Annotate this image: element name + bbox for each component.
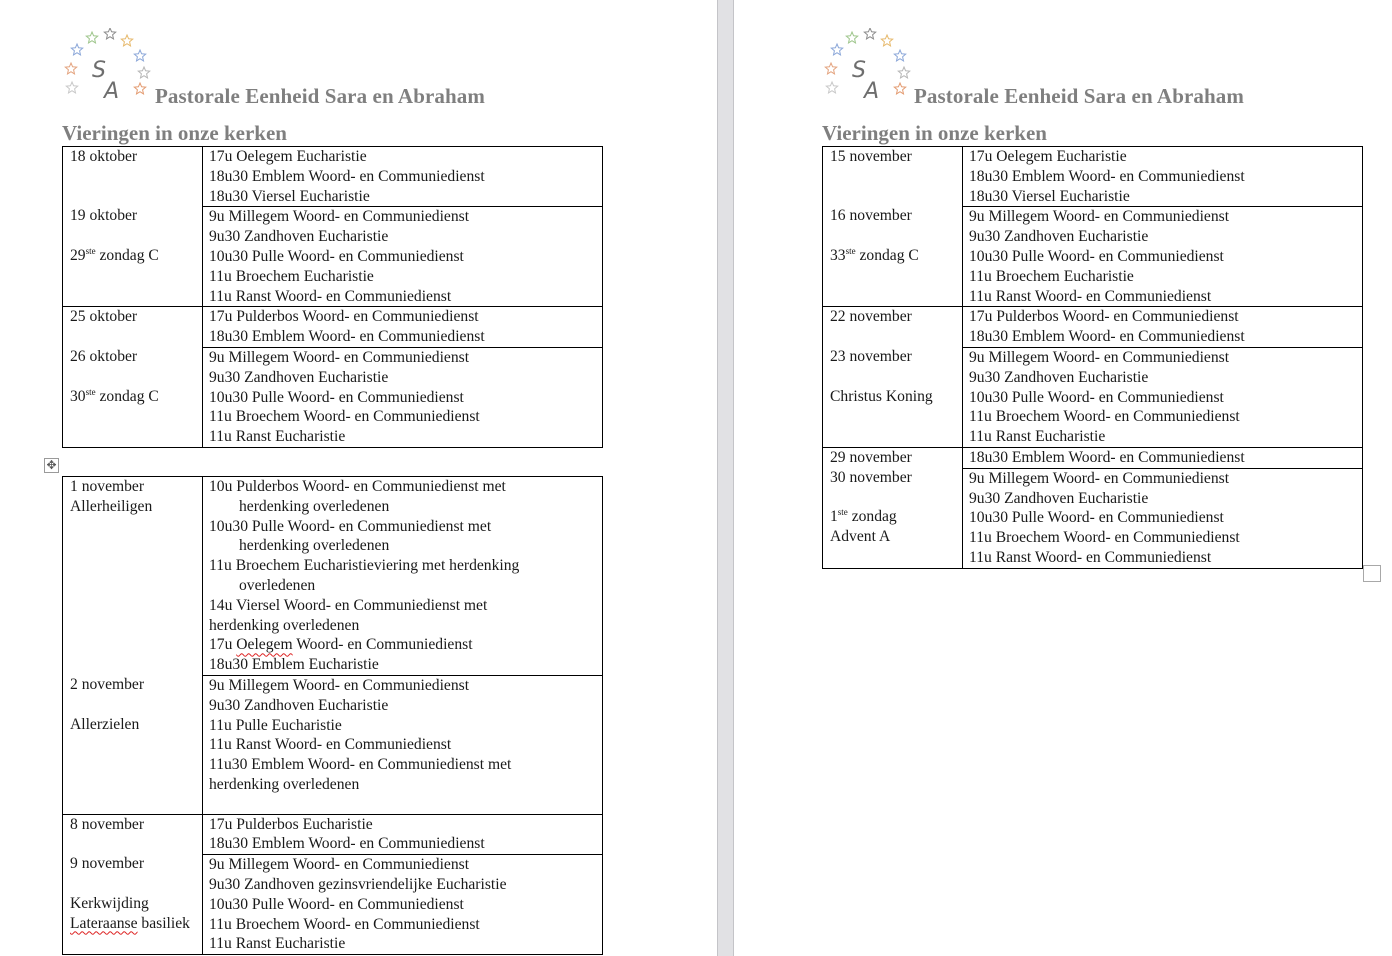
date-label: 30ste zondag C — [70, 386, 159, 405]
service-entry: herdenking overledenen — [209, 616, 360, 634]
date-label — [70, 406, 202, 426]
org-name: Pastorale Eenheid Sara en Abraham — [155, 84, 485, 108]
date-label — [830, 367, 962, 387]
day-services — [963, 347, 1362, 447]
spellcheck-flagged-word[interactable]: Oelegem — [236, 636, 293, 654]
date-label: 29ste zondag C — [70, 245, 159, 264]
schedule-block — [822, 307, 1363, 448]
date-label — [70, 286, 202, 306]
schedule-block — [62, 815, 603, 956]
service-entry: 17u Oelegem Eucharistie — [969, 148, 1127, 165]
date-label — [830, 226, 962, 246]
day-services — [963, 307, 1362, 347]
service-entry: overledenen — [239, 576, 316, 594]
date-label — [70, 266, 202, 286]
date-label: 2 november — [70, 675, 145, 693]
service-entry: 18u30 Emblem Woord- en Communiedienst — [209, 835, 485, 853]
date-label — [70, 794, 202, 814]
logo-letter: S — [852, 58, 866, 83]
service-entry: 11u Ranst Eucharistie — [209, 935, 346, 953]
date-cell — [823, 307, 963, 447]
logo-star-icon — [66, 82, 77, 93]
date-label: 26 oktober — [70, 347, 138, 365]
service-entry: 18u30 Viersel Eucharistie — [969, 187, 1130, 205]
date-label: Lateraanse basiliek — [70, 914, 190, 932]
service-entry: 9u Millegem Woord- en Communiedienst — [209, 348, 470, 366]
schedule-block — [62, 307, 603, 448]
service-entry: 10u30 Pulle Woord- en Communiedienst — [969, 509, 1224, 527]
services-cell — [203, 147, 602, 306]
date-label — [830, 187, 962, 207]
logo-star-icon — [121, 35, 132, 46]
service-entry: 9u Millegem Woord- en Communiedienst — [969, 469, 1230, 487]
table-resize-handle[interactable] — [1363, 565, 1381, 582]
logo-star-icon — [65, 63, 76, 74]
service-entry: 18u30 Emblem Woord- en Communiedienst — [969, 167, 1245, 185]
logo-star-icon — [826, 82, 837, 93]
service-entry: herdenking overledenen — [239, 537, 390, 555]
date-label: 16 november — [830, 207, 912, 225]
service-entry: 18u30 Emblem Woord- en Communiedienst — [209, 328, 485, 346]
logo-star-icon — [846, 32, 857, 43]
logo-star-icon — [881, 35, 892, 46]
superscript: ste — [837, 507, 848, 518]
date-label — [830, 547, 962, 567]
service-entry: 9u30 Zandhoven gezinsvriendelijke Eucharistie — [209, 875, 507, 893]
services-cell — [203, 477, 602, 814]
page-heading: Vieringen in onze kerken — [62, 121, 287, 145]
date-label: 1 november — [70, 478, 145, 495]
service-entry: 17u Pulderbos Woord- en Communiedienst — [969, 308, 1239, 326]
service-entry: 10u30 Pulle Woord- en Communiedienst — [209, 895, 464, 913]
service-entry: 11u Broechem Woord- en Communiedienst — [209, 915, 480, 933]
date-label: 15 november — [830, 148, 912, 165]
page-heading: Vieringen in onze kerken — [822, 121, 1047, 145]
logo-star-icon — [104, 28, 115, 39]
date-label: Allerzielen — [70, 715, 140, 733]
service-entry: 17u Oelegem Woord- en Communiedienst — [209, 636, 473, 654]
date-label — [830, 426, 962, 446]
date-cell — [63, 815, 203, 955]
date-label — [70, 536, 202, 556]
date-cell — [63, 307, 203, 447]
date-label — [70, 556, 202, 576]
date-label: 25 oktober — [70, 308, 138, 326]
date-label: 8 november — [70, 815, 145, 833]
service-entry: 9u Millegem Woord- en Communiedienst — [209, 676, 470, 694]
date-label — [70, 596, 202, 616]
logo-star-icon — [825, 63, 836, 74]
date-label — [830, 406, 962, 426]
service-entry: 9u Millegem Woord- en Communiedienst — [209, 856, 470, 874]
service-entry: 9u30 Zandhoven Eucharistie — [209, 368, 389, 386]
services-cell — [203, 815, 602, 955]
date-label — [70, 616, 202, 636]
date-label: Allerheiligen — [70, 497, 153, 515]
service-entry: 10u30 Pulle Woord- en Communiedienst — [969, 388, 1224, 406]
date-cell — [823, 147, 963, 306]
schedule-table-oktober — [62, 146, 603, 448]
service-entry: 11u Pulle Eucharistie — [209, 716, 342, 734]
date-label — [70, 774, 202, 794]
service-entry: 11u Broechem Eucharistie — [969, 267, 1134, 285]
logo-star-icon — [898, 67, 909, 78]
services-cell — [963, 307, 1362, 447]
date-label — [70, 167, 202, 187]
logo-star-icon — [134, 83, 145, 94]
date-label — [70, 933, 202, 953]
date-label — [70, 834, 202, 854]
date-label — [70, 874, 202, 894]
service-entry: 17u Pulderbos Woord- en Communiedienst — [209, 308, 479, 326]
schedule-block — [62, 476, 603, 815]
service-entry: 14u Viersel Woord- en Communiedienst met — [209, 596, 488, 614]
org-name: Pastorale Eenheid Sara en Abraham — [914, 84, 1244, 108]
logo-letter: S — [92, 58, 106, 83]
day-services — [203, 347, 602, 447]
logo-star-icon — [138, 67, 149, 78]
day-services — [203, 675, 602, 795]
date-label: 19 oktober — [70, 207, 138, 225]
date-label — [70, 655, 202, 675]
date-label — [70, 367, 202, 387]
service-entry: 9u Millegem Woord- en Communiedienst — [969, 208, 1230, 226]
date-label — [830, 327, 962, 347]
service-entry: 11u Broechem Woord- en Communiedienst — [969, 408, 1240, 426]
logo-star-icon — [894, 83, 905, 94]
day-services — [963, 448, 1362, 468]
date-label: 29 november — [830, 448, 912, 466]
date-label — [70, 695, 202, 715]
logo-letter: A — [104, 79, 120, 103]
logo-star-icon — [894, 50, 905, 61]
spellcheck-flagged-word[interactable]: Lateraanse — [70, 914, 138, 932]
date-label: Kerkwijding — [70, 894, 149, 912]
schedule-block — [822, 448, 1363, 569]
service-entry: 10u30 Pulle Woord- en Communiedienst — [969, 247, 1224, 265]
service-entry: 11u Ranst Woord- en Communiedienst — [969, 287, 1212, 305]
date-label: 23 november — [830, 347, 912, 365]
date-label: Christus Koning — [830, 387, 933, 405]
day-services — [963, 147, 1362, 206]
date-cell — [823, 448, 963, 568]
page-separator — [717, 0, 734, 956]
date-label — [70, 517, 202, 537]
service-entry: 9u30 Zandhoven Eucharistie — [209, 228, 389, 246]
service-entry: 9u Millegem Woord- en Communiedienst — [969, 348, 1230, 366]
page-right — [735, 0, 1392, 956]
logo-star-icon — [71, 44, 82, 55]
service-entry: 11u Ranst Eucharistie — [209, 428, 346, 446]
service-entry: 11u Broechem Eucharistieviering met herdenking — [209, 557, 520, 575]
logo-letter: A — [864, 79, 880, 103]
date-label — [70, 734, 202, 754]
service-entry: herdenking overledenen — [209, 775, 360, 793]
date-label — [70, 635, 202, 655]
day-services — [963, 206, 1362, 306]
services-cell — [963, 147, 1362, 306]
date-label — [830, 167, 962, 187]
service-entry: 18u30 Emblem Woord- en Communiedienst — [969, 448, 1245, 466]
date-label — [70, 187, 202, 207]
superscript: ste — [85, 245, 96, 256]
service-entry: 11u Ranst Woord- en Communiedienst — [969, 548, 1212, 566]
date-label — [70, 327, 202, 347]
day-services — [963, 468, 1362, 568]
service-entry: 18u30 Emblem Woord- en Communiedienst — [969, 328, 1245, 346]
service-entry: 10u30 Pulle Woord- en Communiedienst — [209, 247, 464, 265]
logo-star-icon — [831, 44, 842, 55]
service-entry: 17u Oelegem Eucharistie — [209, 148, 367, 165]
service-entry: 9u30 Zandhoven Eucharistie — [969, 228, 1149, 246]
superscript: ste — [845, 245, 856, 256]
service-entry: 9u30 Zandhoven Eucharistie — [209, 696, 389, 714]
day-services — [203, 477, 602, 675]
date-label — [830, 266, 962, 286]
service-entry: 10u30 Pulle Woord- en Communiedienst — [209, 388, 464, 406]
service-entry: 18u30 Viersel Eucharistie — [209, 187, 370, 205]
service-entry: 18u30 Emblem Eucharistie — [209, 656, 379, 674]
day-services — [203, 147, 602, 206]
services-cell — [963, 448, 1362, 568]
date-label: 22 november — [830, 308, 912, 326]
schedule-block — [62, 146, 603, 307]
service-entry: 10u30 Pulle Woord- en Communiedienst met — [209, 517, 492, 535]
service-entry: 18u30 Emblem Woord- en Communiedienst — [209, 167, 485, 185]
superscript: ste — [85, 386, 96, 397]
service-entry: 9u30 Zandhoven Eucharistie — [969, 368, 1149, 386]
service-entry: 11u Broechem Woord- en Communiedienst — [209, 408, 480, 426]
date-label: Advent A — [830, 528, 891, 546]
service-entry: 11u Broechem Eucharistie — [209, 267, 374, 285]
service-entry: herdenking overledenen — [239, 497, 390, 515]
date-label — [70, 754, 202, 774]
service-entry: 11u Ranst Woord- en Communiedienst — [209, 736, 452, 754]
parish-logo-icon — [822, 28, 917, 103]
services-cell — [203, 307, 602, 447]
schedule-block — [822, 146, 1363, 307]
date-label — [830, 286, 962, 306]
date-label — [830, 488, 962, 508]
date-label: 18 oktober — [70, 148, 138, 165]
day-services — [203, 307, 602, 347]
table-move-handle-icon[interactable]: ✥ — [44, 458, 59, 473]
service-entry: 10u Pulderbos Woord- en Communiedienst met — [209, 478, 506, 495]
date-label: 9 november — [70, 855, 145, 873]
date-label: 1ste zondag — [830, 507, 897, 526]
service-entry: 11u30 Emblem Woord- en Communiedienst met — [209, 756, 512, 774]
service-entry: 9u30 Zandhoven Eucharistie — [969, 489, 1149, 507]
service-entry: 11u Ranst Eucharistie — [969, 428, 1106, 446]
day-services — [203, 854, 602, 954]
service-entry: 9u Millegem Woord- en Communiedienst — [209, 208, 470, 226]
schedule-table-november-early — [62, 476, 603, 955]
date-label — [70, 226, 202, 246]
date-label: 33ste zondag C — [830, 245, 919, 264]
date-cell — [63, 147, 203, 306]
date-label — [70, 426, 202, 446]
parish-logo-icon — [62, 28, 157, 103]
service-entry: 11u Broechem Woord- en Communiedienst — [969, 529, 1240, 547]
service-entry: 11u Ranst Woord- en Communiedienst — [209, 287, 452, 305]
schedule-table-november-late — [822, 146, 1363, 569]
date-cell — [63, 477, 203, 814]
service-entry: 17u Pulderbos Eucharistie — [209, 815, 373, 833]
day-services — [203, 815, 602, 855]
logo-star-icon — [864, 28, 875, 39]
day-services — [203, 206, 602, 306]
date-label — [70, 576, 202, 596]
date-label: 30 november — [830, 468, 912, 486]
logo-star-icon — [86, 32, 97, 43]
logo-star-icon — [134, 50, 145, 61]
